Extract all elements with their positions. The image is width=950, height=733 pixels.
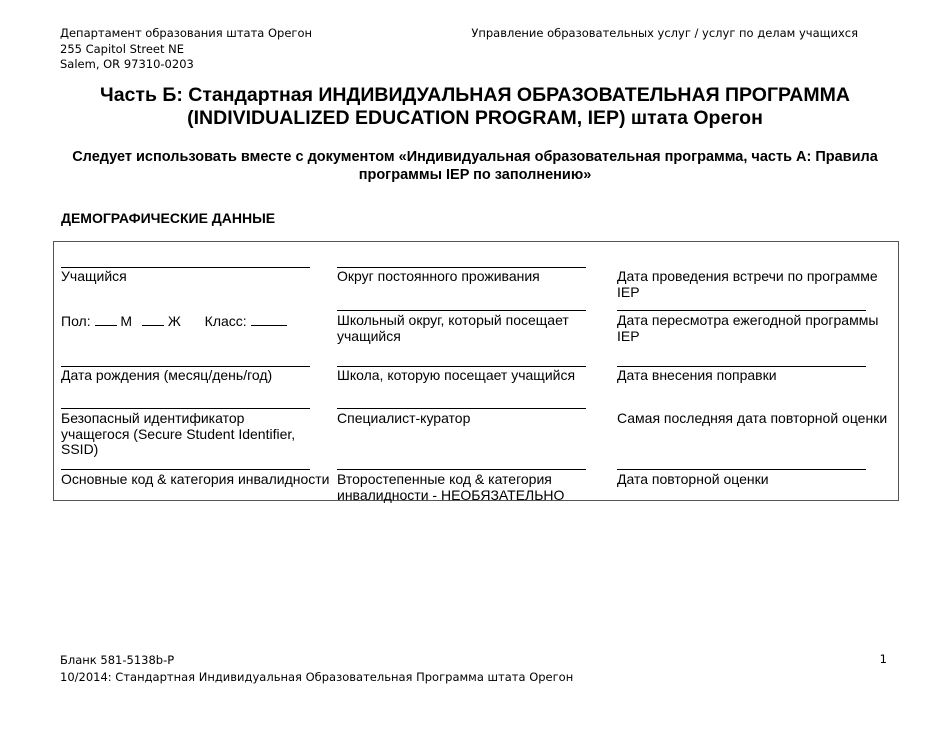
demographics-form xyxy=(53,241,899,501)
annual-review-date-line[interactable] xyxy=(617,310,866,311)
ssid-label: Безопасный идентификатор учащегося (Secure Student Identifier, SSID) xyxy=(61,410,296,457)
school-district-line[interactable] xyxy=(337,310,586,311)
page-number: 1 xyxy=(879,652,887,666)
form-number: Бланк 581-5138b-P xyxy=(60,653,175,667)
dob-label: Дата рождения (месяц/день/год) xyxy=(61,367,273,383)
title-line-2: (INDIVIDUALIZED EDUCATION PROGRAM, IEP) штата Орегон xyxy=(187,107,763,129)
amendment-date-label: Дата внесения поправки xyxy=(617,367,777,383)
reeval-date-label: Дата повторной оценки xyxy=(617,471,769,487)
last-reeval-date-label: Самая последняя дата повторной оценки xyxy=(617,410,888,426)
grade-label: Класс: xyxy=(204,313,247,329)
school-district-label: Школьный округ, который посещает учащийся xyxy=(337,312,569,344)
sex-m-blank[interactable] xyxy=(95,313,117,326)
ssid-line[interactable] xyxy=(61,408,310,409)
sex-m-label: М xyxy=(120,313,133,329)
reeval-date-line[interactable] xyxy=(617,469,866,470)
title-line-1: Часть Б: Стандартная ИНДИВИДУАЛЬНАЯ ОБРАЗОВАТЕЛЬНАЯ ПРОГРАММА xyxy=(100,84,850,106)
subtitle-line-2: программы IEP по заполнению» xyxy=(358,167,592,183)
agency-street: 255 Capitol Street NE xyxy=(60,41,185,56)
district-residence-label: Округ постоянного проживания xyxy=(337,268,540,284)
footer xyxy=(60,652,573,686)
school-label: Школа, которую посещает учащийся xyxy=(337,367,576,383)
case-manager-line[interactable] xyxy=(337,408,586,409)
secondary-disability-line[interactable] xyxy=(337,469,586,470)
page-title xyxy=(40,84,910,130)
agency-address xyxy=(60,26,312,73)
grade-blank[interactable] xyxy=(251,313,287,326)
subtitle-line-1: Следует использовать вместе с документом «Индивидуальная образовательная программа, часть А: Правила xyxy=(72,149,878,165)
page-subtitle xyxy=(70,148,880,184)
case-manager-label: Специалист-куратор xyxy=(337,410,471,426)
form-title: 10/2014: Стандартная Индивидуальная Образовательная Программа штата Орегон xyxy=(60,670,574,684)
primary-disability-label: Основные код & категория инвалидности xyxy=(61,471,330,487)
student-label: Учащийся xyxy=(61,268,127,284)
sex-grade-row xyxy=(61,313,287,330)
office-name: Управление образовательных услуг / услуг по делам учащихся xyxy=(471,26,858,40)
section-title: ДЕМОГРАФИЧЕСКИЕ ДАННЫЕ xyxy=(61,210,276,226)
primary-disability-line[interactable] xyxy=(61,469,310,470)
agency-city: Salem, OR 97310-0203 xyxy=(60,57,194,71)
meeting-date-label: Дата проведения встречи по программе IEP xyxy=(617,268,878,300)
agency-name: Департамент образования штата Орегон xyxy=(60,26,313,40)
secondary-disability-label: Второстепенные код & категория инвалидности - НЕОБЯЗАТЕЛЬНО xyxy=(337,471,565,503)
sex-label: Пол: xyxy=(61,313,91,329)
sex-f-label: Ж xyxy=(167,313,181,329)
annual-review-date-label: Дата пересмотра ежегодной программы IEP xyxy=(617,312,879,344)
sex-f-blank[interactable] xyxy=(142,313,164,326)
